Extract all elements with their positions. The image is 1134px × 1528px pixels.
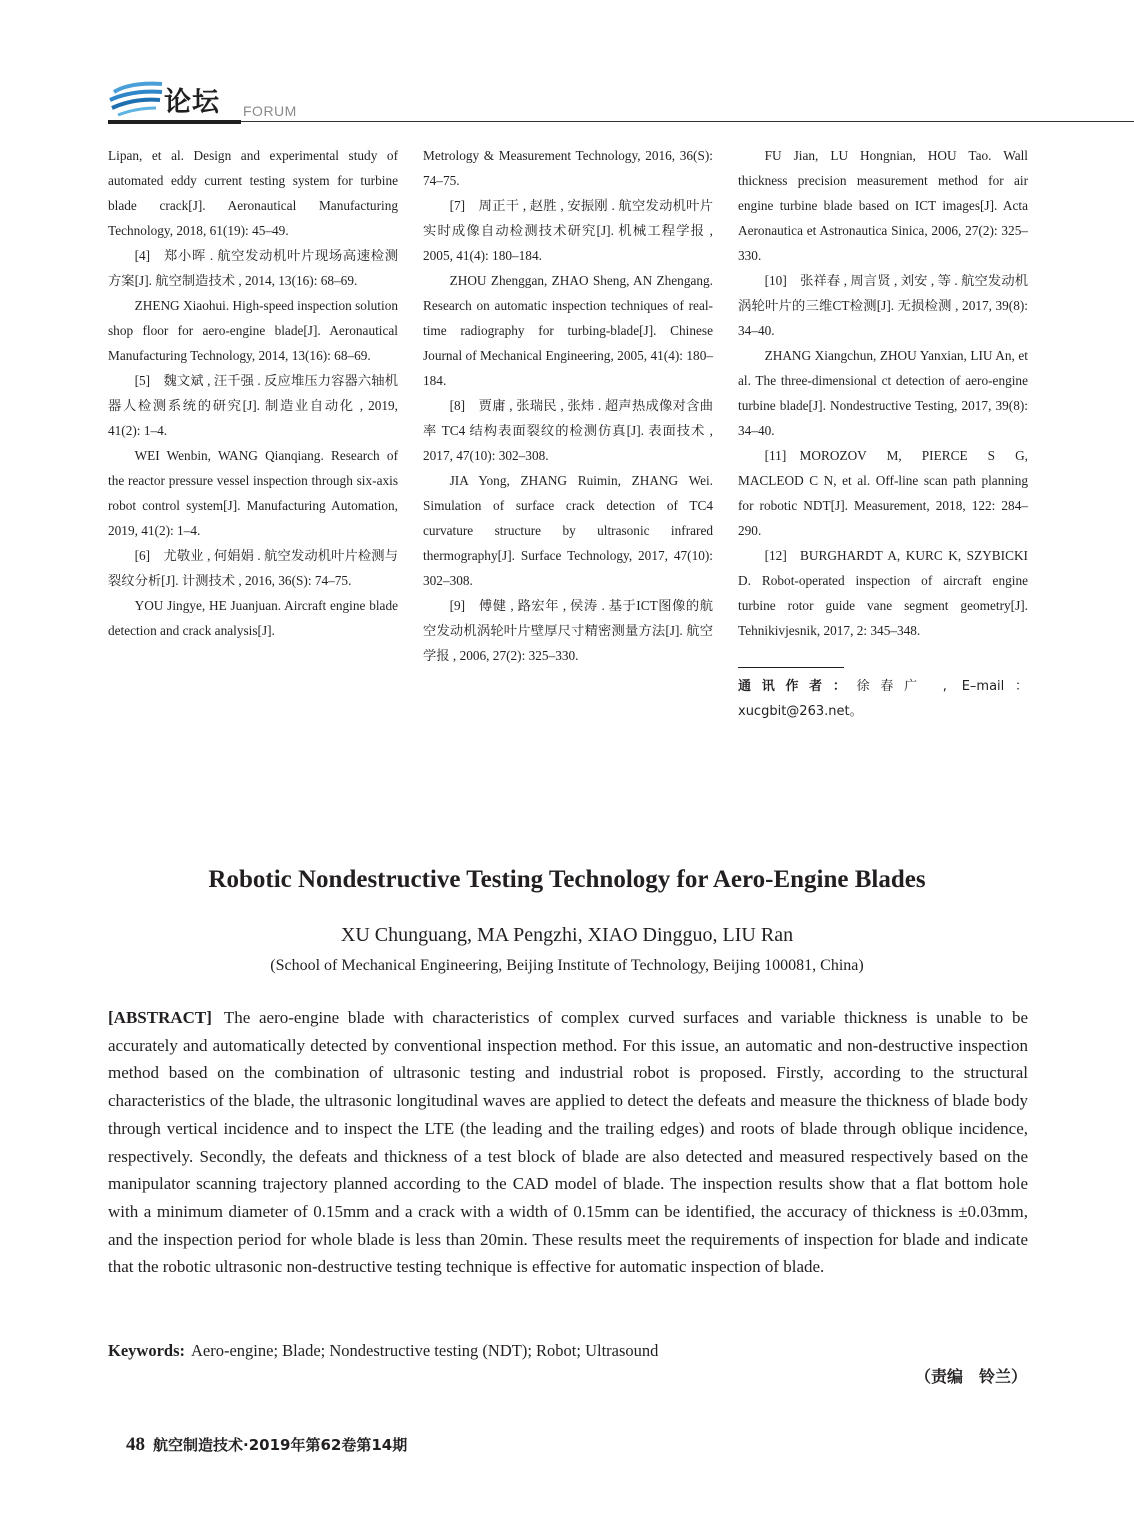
reference-entry: YOU Jingye, HE Juanjuan. Aircraft engine blade detection and crack analysis[J]. <box>108 598 398 638</box>
page-number: 48 <box>126 1434 145 1455</box>
logo-waves-icon <box>108 78 164 118</box>
paper-affiliation: (School of Mechanical Engineering, Beijing Institute of Technology, Beijing 100081, China) <box>270 957 864 974</box>
reference-entry: ZHENG Xiaohui. High-speed inspection solution shop floor for aero-engine blade[J]. Aeronautical Manufacturing Technology, 2014, 13(16): 68–69. <box>108 298 398 363</box>
reference-entry: [11] MOROZOV M, PIERCE S G, MACLEOD C N, et al. Off-line scan path planning for robotic NDT[J]. Measurement, 2018, 122: 284–290. <box>738 448 1028 538</box>
section-logo-text: 论坛 <box>164 87 220 118</box>
reference-entry: [10] 张祥春 , 周言贤 , 刘安 , 等 . 航空发动机涡轮叶片的三维CT检测[J]. 无损检测 , 2017, 39(8): 34–40. <box>738 273 1028 338</box>
keywords-label: Keywords: <box>108 1341 185 1360</box>
paper-authors: XU Chunguang, MA Pengzhi, XIAO Dingguo, LIU Ran <box>340 924 794 946</box>
header-rule-thick <box>108 120 241 124</box>
reference-entry: [5] 魏文斌 , 汪千强 . 反应堆压力容器六轴机器人检测系统的研究[J]. 制造业自动化 , 2019, 41(2): 1–4. <box>108 373 398 438</box>
keywords <box>108 1338 1028 1364</box>
reference-column-2 <box>423 143 713 668</box>
reference-entry: WEI Wenbin, WANG Qianqiang. Research of the reactor pressure vessel inspection through six-axis robot control system[J]. Manufacturing Automation, 2019, 41(2): 1–4. <box>108 448 398 538</box>
reference-entry: [7] 周正干 , 赵胜 , 安振刚 . 航空发动机叶片实时成像自动检测技术研究[J]. 机械工程学报 , 2005, 41(4): 180–184. <box>423 198 713 263</box>
abstract-label: [ABSTRACT] <box>108 1008 212 1027</box>
reference-entry: [9] 傅健 , 路宏年 , 侯涛 . 基于ICT图像的航空发动机涡轮叶片壁厚尺寸精密测量方法[J]. 航空学报 , 2006, 27(2): 325–330. <box>423 598 713 663</box>
reference-entry: JIA Yong, ZHANG Ruimin, ZHANG Wei. Simulation of surface crack detection of TC4 curvature structure by ultrasonic infrared thermography[J]. Surface Technology, 2017, 47(10): 302–308. <box>423 473 713 588</box>
abstract-text: The aero-engine blade with characteristics of complex curved surfaces and variable thickness is unable to be accurately and automatically detected by conventional inspection method. For this issue, an automatic and non-destructive inspection method based on the combination of ultrasonic testing and industrial robot is proposed. Firstly, according to the structural characteristics of the blade, the ultrasonic longitudinal waves are applied to detect the defeats and measure the thickness of blade body through vertical incidence and to inspect the LTE (the leading and the trailing edges) and roots of blade through oblique incidence, respectively. Secondly, the defeats and thickness of a test block of blade are also detected and measured respectively based on the manipulator scanning trajectory planned according to the CAD model of blade. The inspection results show that a flat bottom hole with a minimum diameter of 0.15mm and a crack with a width of 0.15mm can be identified, the accuracy of thickness is ±0.03mm, and the inspection period for whole blade is less than 20min. These results meet the requirements of inspection for blade and indicate that the robotic ultrasonic non-destructive testing technique is effective for automatic inspection of blade. <box>108 1008 1028 1277</box>
corresponding-author-label: 通讯作者： <box>738 679 857 694</box>
reference-entry: [6] 尤敬业 , 何娟娟 . 航空发动机叶片检测与裂纹分析[J]. 计测技术 , 2016, 36(S): 74–75. <box>108 548 398 588</box>
abstract <box>108 1004 1028 1281</box>
footnote-separator <box>738 667 844 668</box>
reference-column-3 <box>738 143 1028 724</box>
editor-note: （责编 铃兰） <box>915 1367 1028 1386</box>
page-footer <box>126 1434 407 1456</box>
reference-entry: [4] 郑小晖 . 航空发动机叶片现场高速检测方案[J]. 航空制造技术 , 2014, 13(16): 68–69. <box>108 248 398 288</box>
reference-entry: [12] BURGHARDT A, KURC K, SZYBICKI D. Robot-operated inspection of aircraft engine turbine rotor guide vane segment geometry[J]. Tehnikivjesnik, 2017, 2: 345–348. <box>738 548 1028 638</box>
reference-entry: FU Jian, LU Hongnian, HOU Tao. Wall thickness precision measurement method for air engine turbine blade based on ICT images[J]. Acta Aeronautica et Astronautica Sinica, 2006, 27(2): 325–330. <box>738 148 1028 263</box>
page-header <box>108 76 1134 126</box>
corresponding-author-note <box>738 674 1028 724</box>
journal-info: 航空制造技术·2019年第62卷第14期 <box>153 1436 408 1454</box>
paper-title: Robotic Nondestructive Testing Technology for Aero-Engine Blades <box>208 866 926 893</box>
reference-entry: Metrology & Measurement Technology, 2016, 36(S): 74–75. <box>423 148 713 188</box>
header-rule-thin <box>241 121 1134 122</box>
reference-entry: Lipan, et al. Design and experimental study of automated eddy current testing system for turbine blade crack[J]. Aeronautical Manufacturing Technology, 2018, 61(19): 45–49. <box>108 148 398 238</box>
reference-entry: ZHOU Zhenggan, ZHAO Sheng, AN Zhengang. Research on automatic inspection techniques of real-time radiography for turbing-blade[J]. Chinese Journal of Mechanical Engineering, 2005, 41(4): 180–184. <box>423 273 713 388</box>
reference-entry: ZHANG Xiangchun, ZHOU Yanxian, LIU An, et al. The three-dimensional ct detection of aero-engine turbine blade[J]. Nondestructive Testing, 2017, 39(8): 34–40. <box>738 348 1028 438</box>
reference-column-1 <box>108 143 398 643</box>
corresponding-author-text: 徐春广 , E–mail：xucgbit@263.net。 <box>738 679 1028 719</box>
section-label: FORUM <box>243 103 297 119</box>
reference-entry: [8] 贾庸 , 张瑞民 , 张炜 . 超声热成像对含曲率 TC4 结构表面裂纹的检测仿真[J]. 表面技术 , 2017, 47(10): 302–308. <box>423 398 713 463</box>
keywords-text: Aero-engine; Blade; Nondestructive testing (NDT); Robot; Ultrasound <box>191 1341 659 1360</box>
